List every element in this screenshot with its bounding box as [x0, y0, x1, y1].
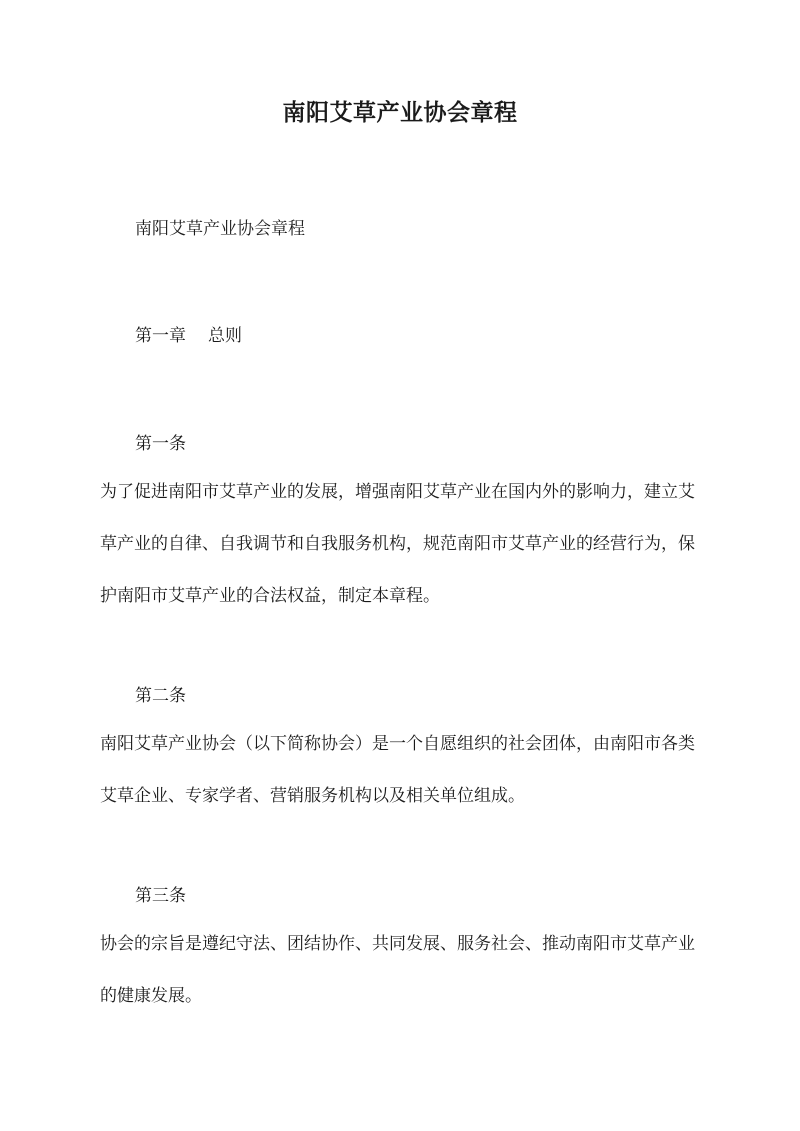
- document-title: 南阳艾草产业协会章程: [282, 99, 518, 126]
- article-1-text: 为了促进南阳市艾草产业的发展，增强南阳艾草产业在国内外的影响力，建立艾草产业的自律、自我调节和自我服务机构，规范南阳市艾草产业的经营行为，保护南阳市艾草产业的合法权益，制定本章程。: [100, 482, 695, 606]
- chapter-name: 总则: [208, 326, 242, 346]
- article-2-heading: 第二条: [135, 686, 186, 706]
- chapter-number: 第一章: [135, 326, 186, 346]
- article-3-text: 协会的宗旨是遵纪守法、团结协作、共同发展、服务社会、推动南阳市艾草产业的健康发展。: [100, 934, 695, 1006]
- article-3-heading: 第三条: [135, 886, 186, 906]
- chapter-heading: [135, 324, 242, 348]
- document-subtitle: 南阳艾草产业协会章程: [135, 219, 305, 239]
- article-2-text: 南阳艾草产业协会（以下简称协会）是一个自愿组织的社会团体，由南阳市各类艾草企业、专家学者、营销服务机构以及相关单位组成。: [100, 734, 695, 806]
- article-1-heading: 第一条: [135, 434, 186, 454]
